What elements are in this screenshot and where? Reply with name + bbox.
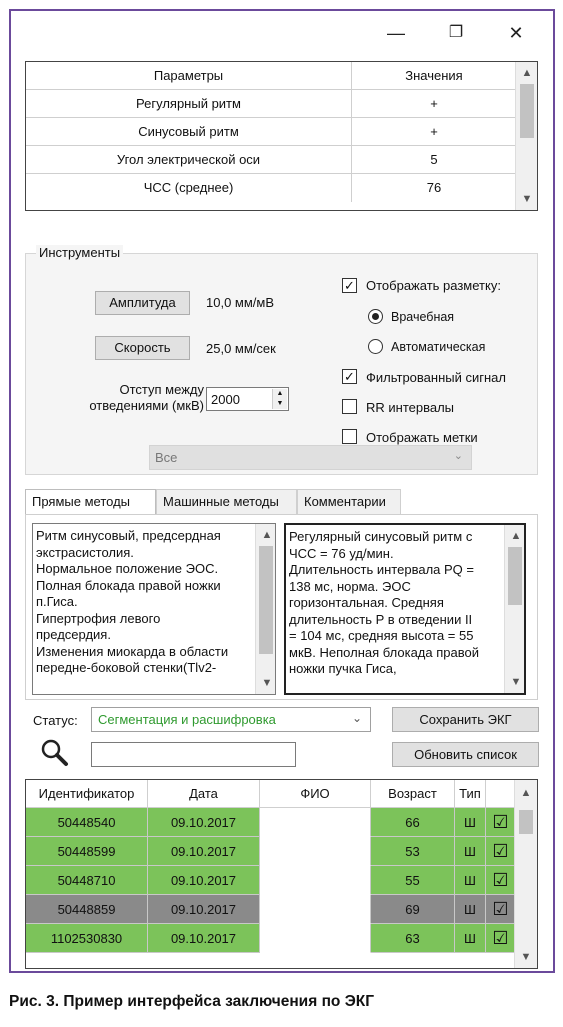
title-bar (11, 11, 553, 55)
cell-id: 50448859 (26, 895, 148, 924)
cell-age: 55 (371, 866, 455, 895)
offset-label (76, 382, 204, 414)
lead-select-value: Все (155, 450, 178, 465)
table-row[interactable] (26, 895, 516, 924)
radio-doctor-label: Врачебная (391, 310, 455, 324)
scroll-down-icon[interactable]: ▼ (510, 676, 522, 688)
records-table[interactable] (25, 779, 538, 969)
rr-intervals-checkbox[interactable] (342, 399, 357, 414)
cell-age: 69 (371, 895, 455, 924)
table-row[interactable] (26, 808, 516, 837)
tab-machine-methods[interactable]: Машинные методы (156, 489, 297, 515)
save-ecg-button[interactable]: Сохранить ЭКГ (392, 707, 539, 732)
parameter-value: + (430, 124, 438, 139)
cell-date: 09.10.2017 (148, 924, 260, 953)
table-row[interactable] (26, 837, 516, 866)
cell-age: 53 (371, 837, 455, 866)
parameter-value: 5 (430, 152, 438, 167)
search-input[interactable] (91, 742, 296, 767)
cell-id: 50448599 (26, 837, 148, 866)
chevron-down-icon: ⌄ (351, 711, 362, 725)
show-markup-label: Отображать разметку: (366, 278, 501, 293)
machine-methods-content: Регулярный синусовый ритм с ЧСС = 76 уд/мин. Длительность интервала PQ = 138 мс, норма. ЭОС горизонтальная. Средняя длительность P в отведении II = 104 мс, средняя высота = 55 мкВ. Неполная блокада правой ножки пучка Гиса, (289, 529, 479, 676)
parameters-scrollbar[interactable] (515, 62, 537, 210)
restore-icon[interactable]: ❐ (448, 24, 464, 41)
cell-type: Ш (455, 837, 486, 866)
cell-id: 50448540 (26, 808, 148, 837)
filtered-signal-label: Фильтрованный сигнал (366, 370, 506, 385)
status-select[interactable] (91, 707, 371, 732)
cell-name (260, 924, 371, 953)
row-checkbox[interactable]: ☑ (486, 866, 516, 895)
parameters-header: Параметры (26, 62, 352, 89)
date-header[interactable]: Дата (148, 780, 260, 808)
cell-name (260, 895, 371, 924)
table-row[interactable] (26, 146, 516, 174)
right-text-scrollbar[interactable] (504, 525, 524, 693)
cell-date: 09.10.2017 (148, 866, 260, 895)
speed-button[interactable]: Скорость (95, 336, 190, 360)
offset-stepper[interactable] (206, 387, 289, 411)
chevron-down-icon: ⌄ (453, 450, 463, 462)
tab-strip (25, 489, 538, 515)
row-checkbox[interactable]: ☑ (486, 837, 516, 866)
scroll-down-icon[interactable]: ▼ (520, 951, 532, 963)
row-checkbox[interactable]: ☑ (486, 895, 516, 924)
offset-label-line2: отведениями (мкВ) (89, 398, 204, 413)
speed-value: 25,0 мм/сек (206, 341, 276, 356)
scroll-thumb[interactable] (259, 546, 273, 654)
filtered-signal-checkbox[interactable]: ✓ (342, 369, 357, 384)
scroll-thumb[interactable] (520, 84, 534, 138)
cell-date: 09.10.2017 (148, 808, 260, 837)
tab-panel (25, 514, 538, 700)
name-header[interactable]: ФИО (260, 780, 371, 808)
offset-label-line1: Отступ между (119, 382, 204, 397)
radio-auto-label: Автоматическая (391, 340, 486, 354)
radio-doctor[interactable] (368, 309, 383, 324)
table-row[interactable] (26, 174, 516, 202)
type-header[interactable]: Тип (455, 780, 486, 808)
table-row[interactable] (26, 866, 516, 895)
parameter-name: Угол электрической оси (26, 146, 352, 173)
instruments-title: Инструменты (36, 245, 123, 260)
parameter-value: 76 (426, 180, 442, 195)
refresh-list-button[interactable]: Обновить список (392, 742, 539, 767)
cell-type: Ш (455, 808, 486, 837)
table-row[interactable] (26, 924, 516, 953)
parameter-name: ЧСС (среднее) (26, 174, 352, 202)
direct-methods-text[interactable] (32, 523, 276, 695)
age-header[interactable]: Возраст (371, 780, 455, 808)
machine-methods-text[interactable] (284, 523, 526, 695)
scroll-down-icon[interactable]: ▼ (261, 677, 273, 689)
amplitude-value: 10,0 мм/мВ (206, 295, 275, 310)
cell-date: 09.10.2017 (148, 895, 260, 924)
cell-date: 09.10.2017 (148, 837, 260, 866)
cell-type: Ш (455, 866, 486, 895)
scroll-thumb[interactable] (519, 810, 533, 834)
parameters-table[interactable] (25, 61, 538, 211)
status-label: Статус: (33, 713, 78, 728)
direct-methods-content: Ритм синусовый, предсердная экстрасистолия. Нормальное положение ЭОС. Полная блокада правой ножки п.Гиса. Гипертрофия левого предсердия. Изменения миокарда в области передне-боковой стенки(Tlv2- (36, 528, 229, 675)
amplitude-button[interactable]: Амплитуда (95, 291, 190, 315)
records-scrollbar[interactable] (514, 780, 537, 968)
search-icon[interactable] (40, 738, 70, 768)
cell-age: 66 (371, 808, 455, 837)
left-text-scrollbar[interactable] (255, 524, 275, 694)
scroll-up-icon[interactable]: ▲ (520, 787, 532, 799)
show-marks-label: Отображать метки (366, 430, 478, 445)
stepper-arrows-icon[interactable]: ▲ ▼ (272, 389, 287, 409)
close-icon[interactable]: ✕ (508, 23, 524, 43)
parameter-name: Регулярный ритм (26, 90, 352, 117)
instruments-group (25, 245, 538, 475)
app-window (9, 9, 555, 973)
scroll-down-icon[interactable]: ▼ (521, 193, 533, 205)
tab-direct-methods[interactable]: Прямые методы (25, 489, 156, 517)
parameter-value: + (430, 96, 438, 111)
cell-name (260, 866, 371, 895)
show-marks-checkbox[interactable] (342, 429, 357, 444)
show-markup-checkbox[interactable]: ✓ (342, 278, 357, 293)
figure-caption: Рис. 3. Пример интерфейса заключения по ЭКГ (9, 993, 374, 1010)
parameter-name: Синусовый ритм (26, 118, 352, 145)
row-checkbox[interactable]: ☑ (486, 808, 516, 837)
cell-age: 63 (371, 924, 455, 953)
lead-select[interactable] (149, 445, 472, 470)
rr-intervals-label: RR интервалы (366, 400, 455, 415)
scroll-up-icon[interactable]: ▲ (261, 529, 273, 541)
scroll-up-icon[interactable]: ▲ (510, 530, 522, 542)
cell-name (260, 808, 371, 837)
cell-type: Ш (455, 895, 486, 924)
check-header[interactable] (486, 780, 516, 808)
radio-auto[interactable] (368, 339, 383, 354)
scroll-up-icon[interactable]: ▲ (521, 67, 533, 79)
cell-type: Ш (455, 924, 486, 953)
id-header[interactable]: Идентификатор (26, 780, 148, 808)
table-row[interactable] (26, 90, 516, 118)
minimize-icon[interactable]: — (387, 23, 405, 43)
tab-comments[interactable]: Комментарии (297, 489, 401, 515)
cell-id: 50448710 (26, 866, 148, 895)
offset-value: 2000 (211, 392, 240, 407)
cell-name (260, 837, 371, 866)
table-row[interactable] (26, 118, 516, 146)
scroll-thumb[interactable] (508, 547, 522, 605)
status-value: Сегментация и расшифровка (98, 712, 276, 727)
cell-id: 1102530830 (26, 924, 148, 953)
values-header: Значения (405, 68, 463, 83)
row-checkbox[interactable]: ☑ (486, 924, 516, 953)
parameters-header-row (26, 62, 516, 90)
